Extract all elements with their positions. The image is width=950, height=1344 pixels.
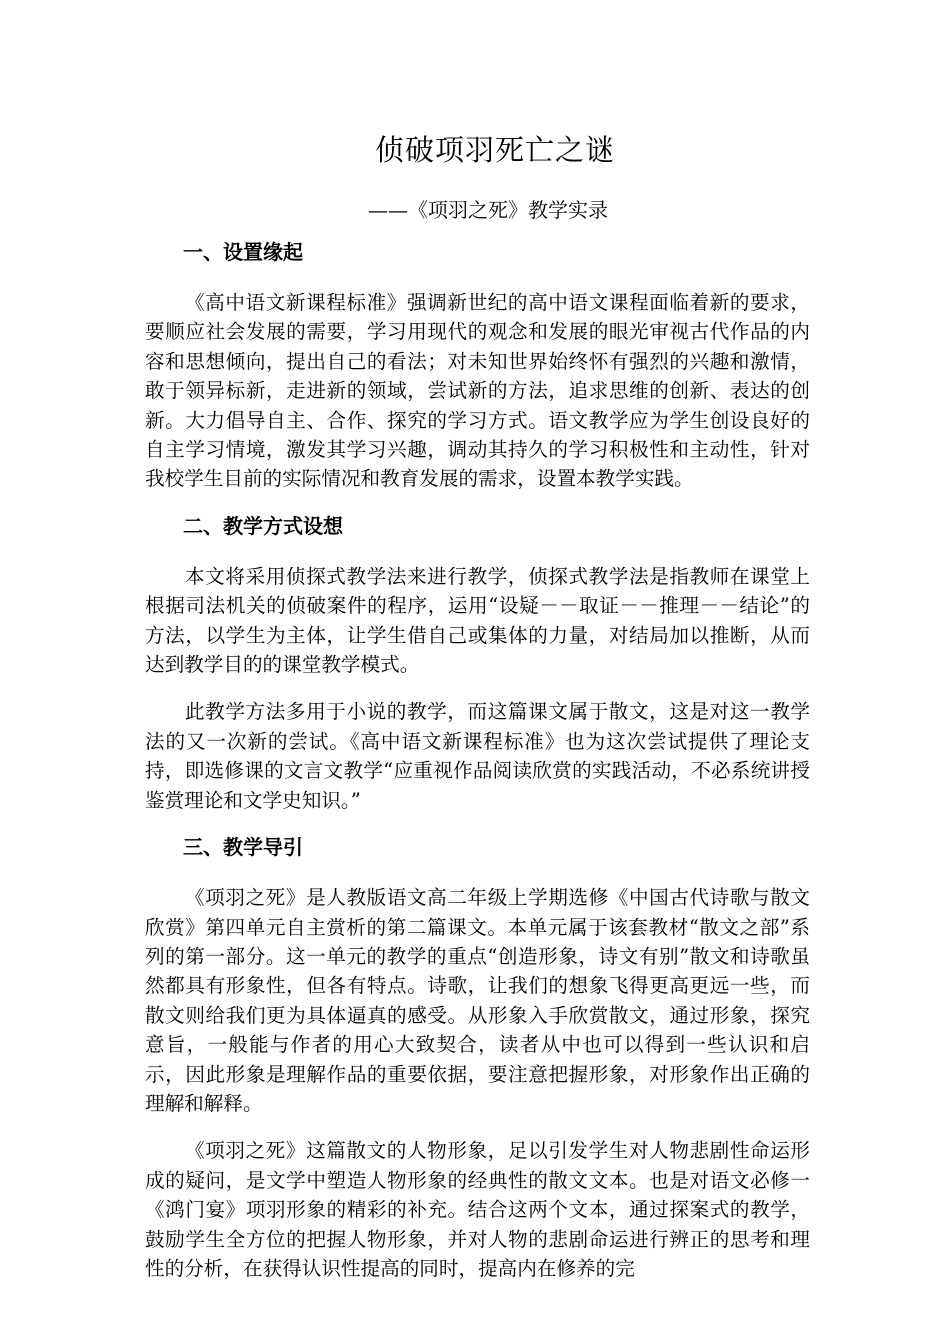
paragraph: 《项羽之死》这篇散文的人物形象，足以引发学生对人物悲剧性命运形成的疑问，是文学中塑造人物形象的经典性的散文文本。也是对语文必修一《鸿门宴》项羽形象的精彩的补充。结合这两个文本，通过探案式的教学，鼓励学生全方位的把握人物形象，并对人物的悲剧命运进行辨正的思考和理性的分析，在获得认识性提高的同时，提高内在修养的完 (145, 1139, 810, 1280)
document-subtitle: ——《项羽之死》教学实录 (368, 198, 608, 222)
section-heading-origin: 一、设置缘起 (183, 240, 303, 264)
document-title: 侦破项羽死亡之谜 (374, 133, 615, 167)
document-body (145, 238, 810, 1301)
paragraph: 《高中语文新课程标准》强调新世纪的高中语文课程面临着新的要求，要顺应社会发展的需要，学习用现代的观念和发展的眼光审视古代作品的内容和思想倾向，提出自己的看法；对未知世界始终怀有强烈的兴趣和激情，敢于领异标新，走进新的领域，尝试新的方法，追求思维的创新、表达的创新。大力倡导自主、合作、探究的学习方式。语文教学应为学生创设良好的自主学习情境，激发其学习兴趣，调动其持久的学习积极性和主动性，针对我校学生目前的实际情况和教育发展的需求，设置本教学实践。 (145, 291, 810, 491)
paragraph: 本文将采用侦探式教学法来进行教学，侦探式教学法是指教师在课堂上根据司法机关的侦破案件的程序，运用“设疑－－取证－－推理－－结论”的方法，以学生为主体，让学生借自己或集体的力量，对结局加以推断，从而达到教学目的的课堂教学模式。 (145, 564, 810, 677)
paragraph: 此教学方法多用于小说的教学，而这篇课文属于散文，这是对这一教学法的又一次新的尝试。《高中语文新课程标准》也为这次尝试提供了理论支持，即选修课的文言文教学“应重视作品阅读欣赏的实践活动，不必系统讲授鉴赏理论和文学史知识。” (145, 700, 810, 812)
section-heading-method: 二、教学方式设想 (183, 513, 343, 538)
section-heading-guide: 三、教学导引 (183, 835, 303, 860)
paragraph: 《项羽之死》是人教版语文高二年级上学期选修《中国古代诗歌与散文欣赏》第四单元自主赏析的第二篇课文。本单元属于该套教材“散文之部”系列的第一部分。这一单元的教学的重点“创造形象，诗文有别”散文和诗歌虽然都具有形象性，但各有特点。诗歌，让我们的想象飞得更高更远一些，而散文则给我们更为具体逼真的感受。从形象入手欣赏散文，通过形象，探究意旨，一般能与作者的用心大致契合，读者从中也可以得到一些认识和启示，因此形象是理解作品的重要依据，要注意把握形象，对形象作出正确的理解和解释。 (145, 886, 810, 1115)
